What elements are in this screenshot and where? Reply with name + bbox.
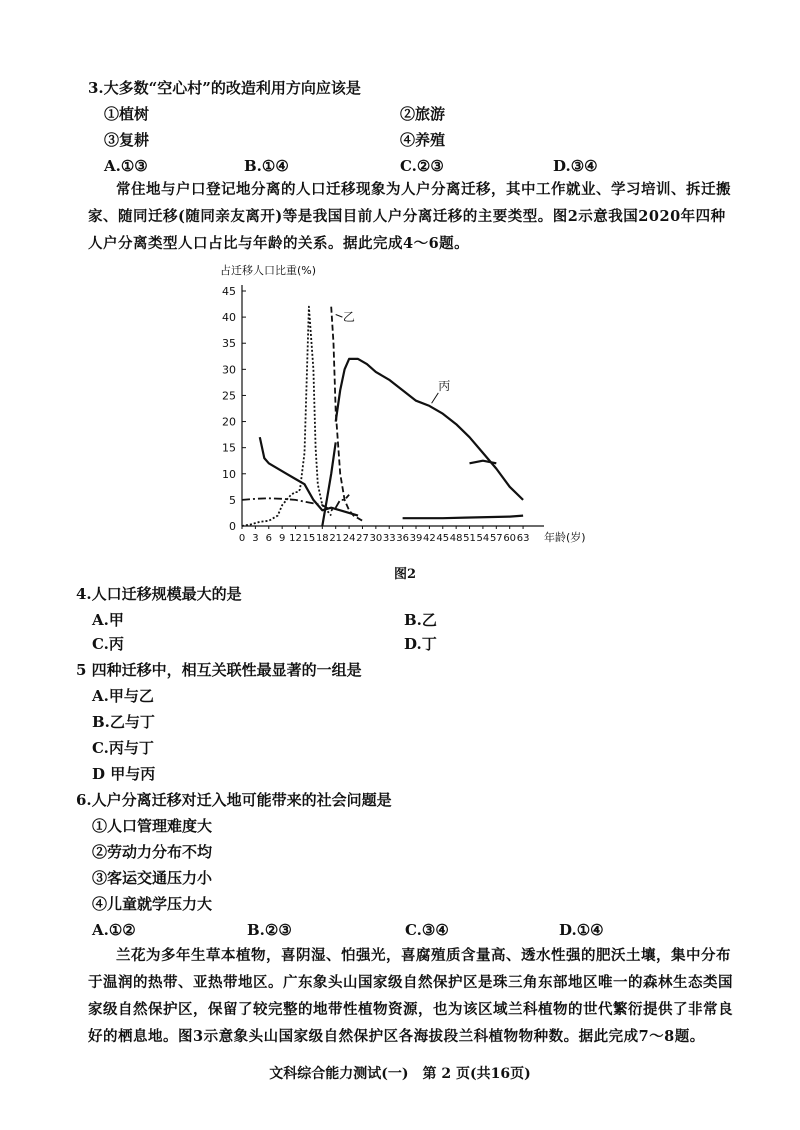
x-tick-label: 60 xyxy=(503,533,517,544)
x-tick-label: 63 xyxy=(516,533,530,544)
q6-item-1: ①人口管理难度大 xyxy=(92,817,213,835)
q3-item-4: ④养殖 xyxy=(400,131,446,149)
x-tick-label: 27 xyxy=(356,533,369,544)
q4-choice-b: B.乙 xyxy=(404,611,437,629)
x-tick-label: 33 xyxy=(382,533,396,544)
series-line-7 xyxy=(403,516,523,519)
q6-item-3: ③客运交通压力小 xyxy=(92,869,213,887)
q3-item-1: ①植树 xyxy=(104,105,150,123)
q6-stem: 6.人户分离迁移对迁入地可能带来的社会问题是 xyxy=(76,791,392,809)
q6-choice-b: B.②③ xyxy=(247,921,292,939)
y-tick-label: 0 xyxy=(229,520,236,533)
x-tick-label: 24 xyxy=(342,533,356,544)
q5-stem: 5 四种迁移中，相互关联性最显著的一组是 xyxy=(76,661,362,679)
x-tick-label: 36 xyxy=(396,533,409,544)
q6-item-4: ④儿童就学压力大 xyxy=(92,895,213,913)
x-tick-label: 30 xyxy=(369,533,383,544)
series-line-2 xyxy=(336,359,523,500)
figure-2-chart xyxy=(200,258,600,558)
q3-item-2: ②旅游 xyxy=(400,105,446,123)
q5-choice-b: B.乙与丁 xyxy=(92,713,155,731)
x-tick-label: 3 xyxy=(252,533,259,544)
x-tick-label: 42 xyxy=(423,533,436,544)
x-tick-label: 39 xyxy=(409,533,423,544)
page-footer: 文科综合能力测试(一) 第 2 页(共16页) xyxy=(269,1066,531,1082)
y-tick-label: 20 xyxy=(222,415,236,429)
passage-orchid-text: 兰花为多年生草本植物，喜阴湿、怕强光，喜腐殖质含量高、透水性强的肥沃土壤，集中分布于温润的热带、亚热带地区。广东象头山国家级自然保护区是珠三角东部地区唯一的森林生态类国家级自然保护区，保留了较完整的地带性植物资源，也为该区域兰科植物的世代繁衍提供了非常良好的栖息地。图3示意象头山国家级自然保护区各海拔段兰科植物物种数。据此完成7～8题。 xyxy=(88,947,733,1045)
q3-choice-c: C.②③ xyxy=(400,157,444,175)
y-tick-label: 10 xyxy=(222,467,236,481)
q3-choice-a: A.①③ xyxy=(104,157,148,175)
series-line-4 xyxy=(260,437,358,515)
x-tick-label: 21 xyxy=(329,533,343,544)
x-tick-label: 9 xyxy=(278,533,286,544)
q4-choice-c: C.丙 xyxy=(92,635,124,653)
series-line-3 xyxy=(242,307,331,526)
y-tick-label: 30 xyxy=(222,363,236,377)
q3-choice-b: B.①④ xyxy=(244,157,289,175)
q4-choice-a: A.甲 xyxy=(92,611,124,629)
q6-choice-c: C.③④ xyxy=(405,921,449,939)
x-tick-label: 54 xyxy=(476,533,490,544)
x-tick-label: 15 xyxy=(302,533,316,544)
series-line-8 xyxy=(470,461,497,464)
series-line-6 xyxy=(322,442,335,526)
series-label-bing: 丙 xyxy=(438,379,451,394)
y-tick-label: 5 xyxy=(229,493,236,507)
q3-choice-d: D.③④ xyxy=(553,157,598,175)
x-tick-label: 57 xyxy=(489,533,503,544)
x-tick-label: 45 xyxy=(436,533,450,544)
q5-choice-c: C.丙与丁 xyxy=(92,739,154,757)
passage-orchid xyxy=(88,942,738,1050)
q6-choice-d: D.①④ xyxy=(559,921,604,939)
q3-stem: 3.大多数“空心村”的改造利用方向应该是 xyxy=(88,79,361,97)
q5-choice-d: D 甲与丙 xyxy=(92,765,156,783)
label-leader-yi xyxy=(336,315,343,318)
passage-migration-text: 常住地与户口登记地分离的人口迁移现象为人户分离迁移，其中工作就业、学习培训、拆迁搬家、随同迁移(随同亲友离开)等是我国目前人户分离迁移的主要类型。图2示意我国2020年四种人户分离类型人口占比与年龄的关系。据此完成4～6题。 xyxy=(88,181,731,252)
q6-choice-a: A.①② xyxy=(92,921,136,939)
q4-stem: 4.人口迁移规模最大的是 xyxy=(76,585,242,603)
series-label-yi: 乙 xyxy=(342,309,355,324)
q4-choice-d: D.丁 xyxy=(404,635,437,653)
q6-item-2: ②劳动力分布不均 xyxy=(92,843,213,861)
passage-migration xyxy=(88,176,738,257)
y-tick-label: 15 xyxy=(222,441,236,455)
y-tick-label: 35 xyxy=(222,337,236,351)
y-tick-label: 40 xyxy=(222,311,236,325)
label-leader-bing xyxy=(432,393,439,403)
x-tick-label: 51 xyxy=(463,533,476,544)
x-tick-label: 18 xyxy=(315,533,329,544)
x-axis-label: 年龄(岁) xyxy=(544,531,586,544)
figure-2-caption: 图2 xyxy=(394,567,417,582)
y-tick-label: 45 xyxy=(222,285,236,298)
y-tick-label: 25 xyxy=(222,389,236,403)
q3-item-3: ③复耕 xyxy=(104,131,150,149)
x-tick-label: 12 xyxy=(289,533,302,544)
x-tick-label: 0 xyxy=(238,533,246,544)
q5-choice-a: A.甲与乙 xyxy=(92,687,154,705)
x-tick-label: 6 xyxy=(265,533,272,544)
y-axis-label: 占迁移人口比重(%) xyxy=(220,264,317,277)
x-tick-label: 48 xyxy=(449,533,463,544)
